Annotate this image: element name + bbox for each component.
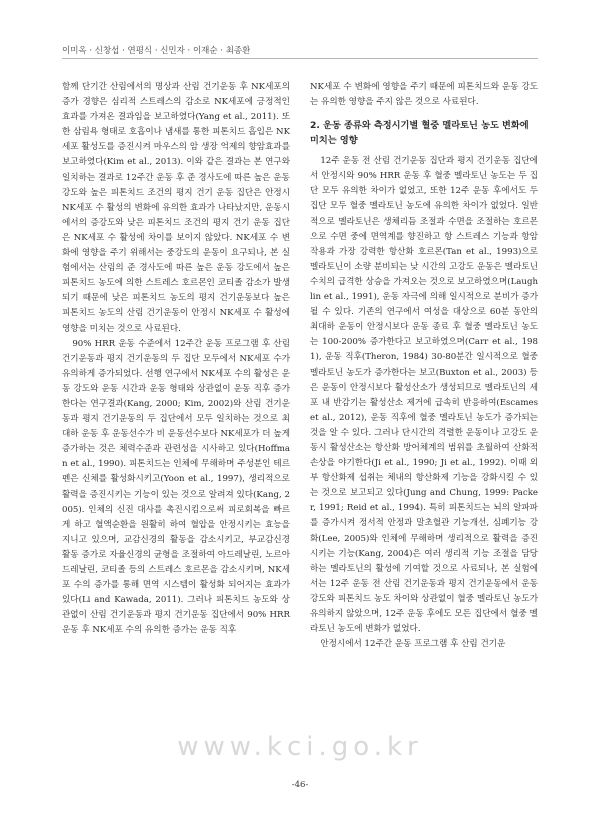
left-column: [62, 80, 290, 638]
body-paragraph: 12주 운동 전 산림 건기운동 집단과 평지 건기운동 집단에서 안정시와 90% HRR 운동 후 혈중 멜라토닌 농도는 두 집단 모두 유의한 차이가 없었고, 또한 12주 운동 후에서도 두 집단 모두 혈중 멜라토닌 농도에 유의한 차이가 없었다. 일반적으로 멜라토닌은 생체리듬 조절과 수면을 조절하는 호르몬으로 수면 중에 면역계를 향진하고 항 스트레스 기능과 항암 작용과 가장 강력한 항산화 호르몬(Tan et al., 1993)으로 멜라토닌이 소량 분비되는 낮 시간의 고강도 운동은 멜라토닌 수치의 급격한 상승을 가져오는 것으로 보고하였으며(Laughlin et al., 1991), 운동 자극에 의해 일시적으로 분비가 증가될 수 있다. 기존의 연구에서 여성을 대상으로 60분 동안의 최대하 운동이 안정시보다 운동 종료 후 혈중 멜라토닌 농도는 100-200% 증가한다고 보고하였으며(Carr et al., 1981), 운동 직후(Theron, 1984) 30-80분간 일시적으로 혈중 멜라토닌 농도가 증가한다는 보고(Buxton et al., 2003) 등은 운동이 안정시보다 활성산소가 생성되므로 멜라토닌의 세포 내 반감기는 활성산소 제거에 급속히 반응하여(Escames et al., 2012), 운동 직후에 혈중 멜라토닌 농도가 증가되는 것을 알 수 있다. 그러나 단시간의 격렬한 운동이나 고강도 운동시 활성산소는 항산화 방어체계의 범위를 초월하여 산화적 손상을 야기한다(Ji et al., 1990; Ji et al., 1992). 이때 외부 항산화제 섭취는 체내의 항산화제 기능을 강화시킬 수 있는 것으로 보고되고 있다(Jung and Chung, 1999: Packer, 1991; Reid et al., 1994). 특히 피톤치드는 뇌의 알파파를 증가시켜 정서적 안정과 말초혈관 기능개선, 심폐기능 강화(Lee, 2005)와 인체에 무해하며 생리적으로 활력을 증진시키는 기능(Kang, 2004)은 여러 생리적 기능 조절을 담당하는 멜라토닌의 활성에 기여할 것으로 사료되나, 본 실험에서는 12주 운동 전 산림 건기운동과 평지 건기운동에서 운동 강도와 피톤치드 농도 차이와 상관없이 혈중 멜라토닌 농도가 유의하지 않았으며, 12주 운동 후에도 모든 집단에서 혈중 멜라토닌 농도에 변화가 없었다.: [310, 156, 538, 635]
right-column: [310, 80, 538, 652]
header-divider: [62, 58, 538, 59]
watermark-text: www.kci.go.kr: [177, 732, 423, 762]
section-heading: 2. 운동 종류와 측정시기별 혈중 멜라토닌 농도 변화에 미치는 영향: [310, 120, 529, 147]
body-paragraph: 안정시에서 12주간 운동 프로그램 후 산림 건기운: [320, 639, 506, 650]
page-number: -46-: [291, 780, 309, 790]
running-header-authors: 이미옥 · 신창섭 · 연평식 · 신민자 · 이재순 · 최종환: [62, 46, 251, 56]
body-paragraph: NK세포 수 변화에 영향을 주기 때문에 피톤치드와 운동 강도는 유의한 영향을 주지 않은 것으로 사료된다.: [310, 82, 538, 108]
body-paragraph: 90% HRR 운동 수준에서 12주간 운동 프로그램 후 산림 건기운동과 평지 건기운동의 두 집단 모두에서 NK세포 수가 유의하게 증가되었다. 선행 연구에서 NK세포 수의 활성은 운동 강도와 운동 시간과 운동 형태와 상관없이 운동 직후 증가한다는 연구결과(Kang, 2000; Kim, 2002)와 산림 건기운동과 평지 건기운동의 두 집단에서 모두 일치하는 것으로 최대하 운동 후 운동선수가 비 운동선수보다 NK세포가 더 높게 증가하는 것은 체력수준과 관련성을 시사하고 있다(Hoffman et al., 1990). 피톤치드는 인체에 무해하며 주성분인 테르펜은 신체를 활성화시키고(Yoon et al., 1997), 생리적으로 활력을 증진시키는 기능이 있는 것으로 알려져 있다(Kang, 2005). 인체의 신진 대사를 촉진시킴으로써 피로회복을 빠르게 하고 혈액순환을 원활히 하여 혈압을 안정시키는 효능을 지니고 있으며, 교감신경의 활동을 감소시키고, 부교감신경 활동 증가로 자율신경의 균형을 조절하여 아드레날린, 노르아드레날린, 코티졸 등의 스트레스 호르몬을 감소시키며, NK세포 수의 증가를 통해 면역 시스템이 활성화 되어지는 효과가 있다(Li and Kawada, 2011). 그러나 피톤치드 농도와 상관없이 산림 건기운동과 평지 건기운동 집단에서 90% HRR 운동 후 NK세포 수의 유의한 증가는 운동 직후: [62, 338, 290, 636]
body-paragraph: 함께 단기간 산림에서의 명상과 산림 건기운동 후 NK세포의 증가 경향은 심리적 스트레스의 감소로 NK세포에 긍정적인 효과를 가져온 결과임을 보고하였다(Yang et al., 2011). 또한 삼림욕 형태로 호흡이나 냄새를 통한 피톤치드 흡입은 NK세포 활성도를 증진시켜 마우스의 암 생장 억제의 향암효과를 보고하였다(Kim et al., 2013). 이와 같은 결과는 본 연구와 일치하는 결과로 12주간 운동 후 준 경사도에 따른 높은 운동강도와 높은 피톤치드 조건의 평지 건기 운동 집단은 안정시 NK세포 수 활성의 변화에 유의한 효과가 나타났지만, 운동시에서의 증강도와 낮은 피톤치드 조건의 평지 건기 운동 집단은 NK세포 수 활성에 차이를 보이지 않았다. NK세포 수 변화에 영향을 주기 위해서는 중강도의 운동이 요구되나, 본 실험에서는 산림의 준 경사도에 따른 높은 운동 강도에서 높은 피톤치드 농도에 의한 스트레스 호르몬인 코티졸 감소가 발생되기 때문에 낮은 피톤치드 농도의 평지 건기운동보다 높은 피톤치드 농도의 산림 건기운동이 안정시 NK세포 수 활성에 영향을 미치는 것으로 사료된다.: [62, 82, 290, 334]
